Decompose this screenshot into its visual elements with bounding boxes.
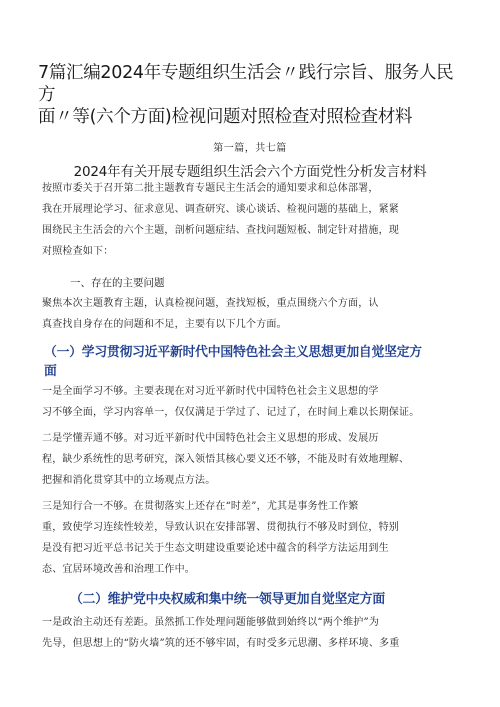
section-label: 第一篇，共七篇 [213,143,287,154]
paragraph-line: 围绕民主生活会的六个主题，剖析问题症结、查找问题短板、制定针对措施，现 [42,225,399,236]
paragraph-line: 三是知行合一不够。在贯彻落实上还存在“时差”，尤其是事务性工作繁 [42,501,359,512]
sub-heading-line-2: 面 [44,364,57,379]
paragraph-line: 习不够全面，学习内容单一，仅仅满足于学过了、记过了，在时间上难以长期保证。 [42,407,420,418]
paragraph-line: 我在开展理论学习、征求意见、调查研究、谈心谈话、检视问题的基础上，紧紧 [42,204,399,215]
document-title-line-1: 7篇汇编2024年专题组织生活会〃践行宗旨、服务人民方 [38,63,454,105]
paragraph-line: 态、宜居环境改善和治理工作中。 [42,564,195,575]
sub-heading-line-1: （一）学习贯彻习近平新时代中国特色社会主义思想更加自觉坚定方 [44,345,422,360]
document-title-line-2: 面〃等(六个方面)检视问题对照检查对照检查材料 [38,107,413,127]
document-title [38,62,468,128]
intro-paragraph [42,178,462,262]
paragraph-understanding [42,428,462,491]
paragraph-political-initiative [42,612,462,654]
paragraph-knowledge-action [42,496,462,580]
paragraph-line: 一是政治主动还有差距。虽然抓工作处理问题能够做到始终以“两个维护”为 [42,617,380,628]
paragraph-line: 对照检查如下： [42,246,114,257]
paragraph-line: 先导，但思想上的“防火墙”筑的还不够牢固，有时受多元思潮、多样环境、多重 [42,638,400,649]
paragraph-line: 二是学懂弄通不够。对习近平新时代中国特色社会主义思想的形成、发展历 [42,433,379,444]
paragraph-comprehensive-study [42,381,462,423]
problems-paragraph [42,293,462,335]
paragraph-line: 一是全面学习不够。主要表现在对习近平新时代中国特色社会主义思想的学 [42,386,379,397]
article-title: 2024年有关开展专题组织生活会六个方面党性分析发言材料 [73,164,427,180]
paragraph-line: 把握和消化贯穿其中的立场观点方法。 [42,475,216,486]
sub-heading-study [44,343,474,381]
paragraph-line: 聚焦本次主题教育主题，认真检视问题，查找短板，重点围绕六个方面，认 [42,298,379,309]
sub-heading-authority: （二）维护党中央权威和集中统一领导更加自觉坚定方面 [70,592,385,607]
paragraph-line: 是没有把习近平总书记关于生态文明建设重要论述中蕴含的科学方法运用到生 [42,543,389,554]
paragraph-line: 真查找自身存在的问题和不足，主要有以下几个方面。 [42,319,287,330]
paragraph-line: 程，缺少系统性的思考研究，深入领悟其核心要义还不够，不能及时有效地理解、 [42,454,410,465]
heading-main-problems: 一、存在的主要问题 [70,277,165,289]
paragraph-line: 按照市委关于召开第二批主题教育专题民主生活会的通知要求和总体部署， [42,183,379,194]
paragraph-line: 重，致使学习连续性较差，导致认识在安排部署、贯彻执行不够及时到位，特别 [42,522,399,533]
